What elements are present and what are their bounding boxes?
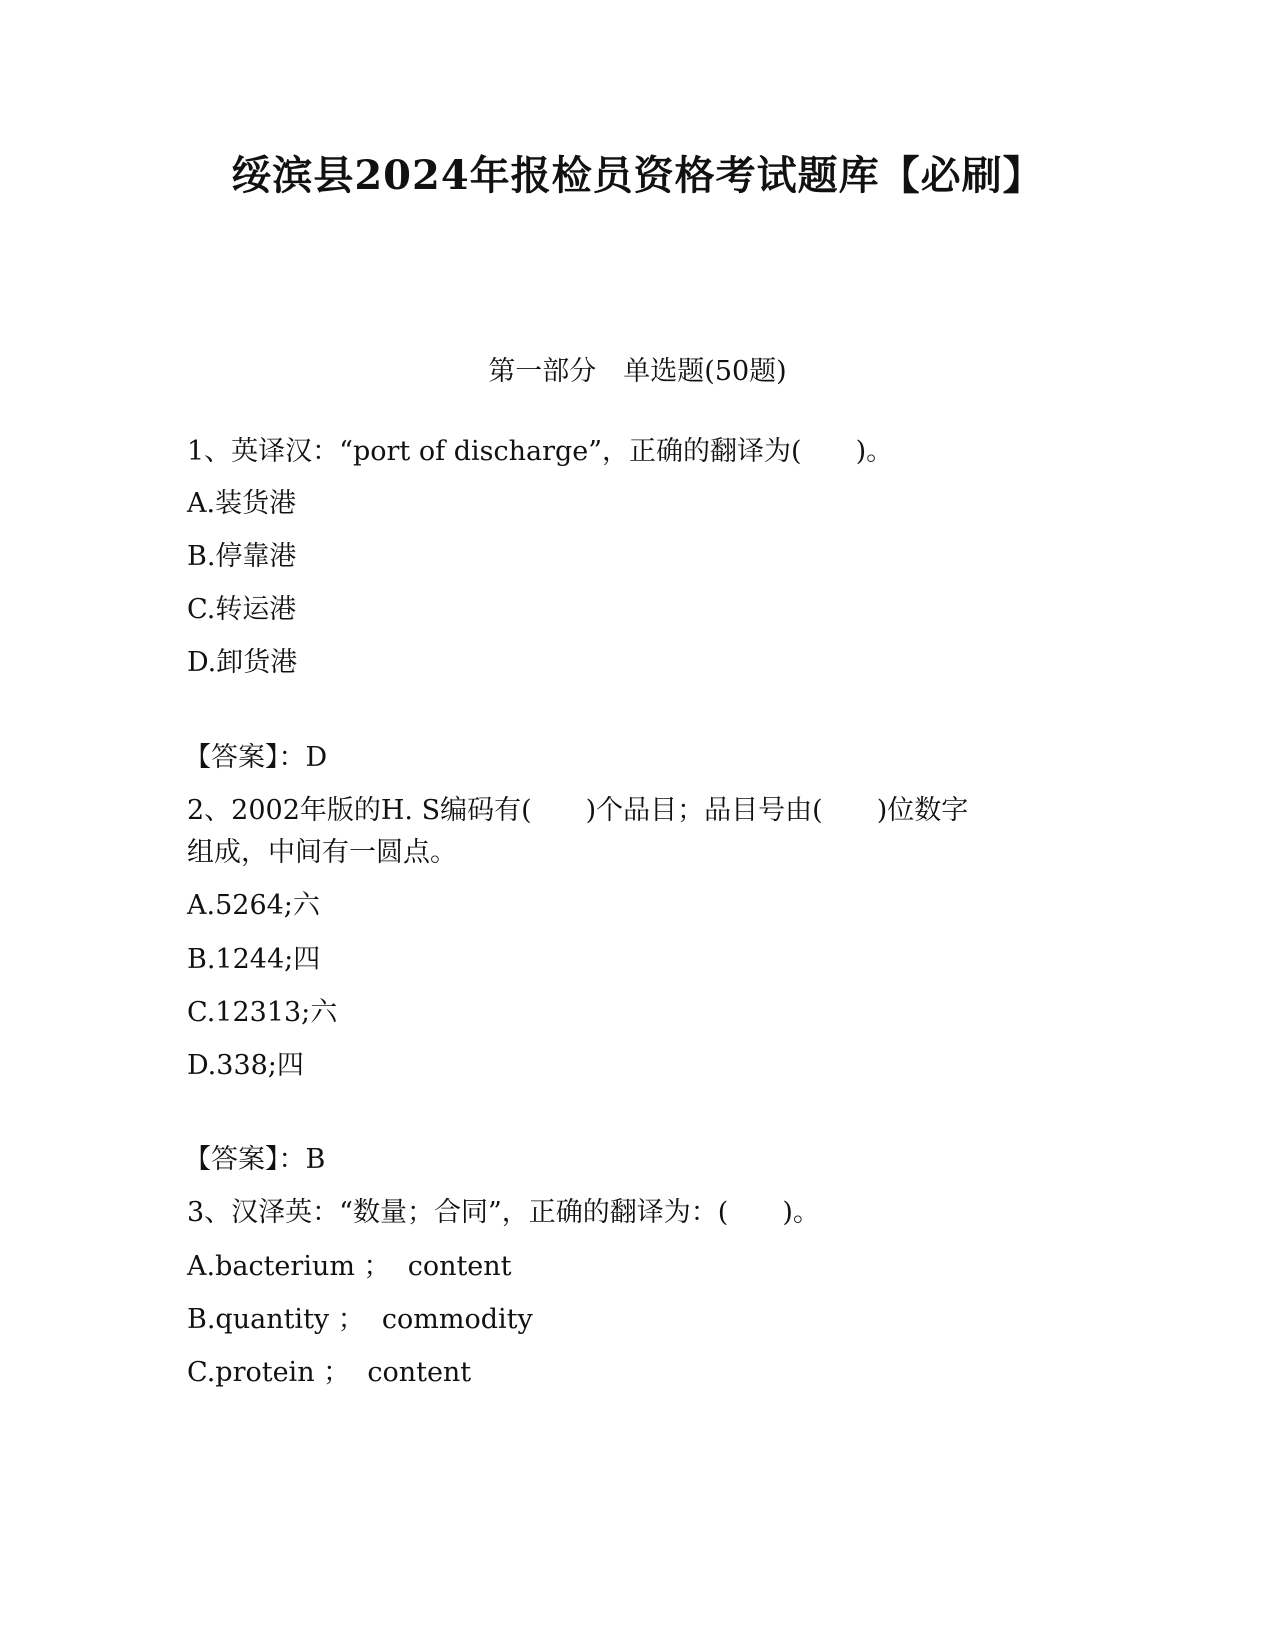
document-title: 绥滨县2024年报检员资格考试题库【必刷】 bbox=[231, 152, 1044, 199]
question-3-stem: 3、汉泽英：“数量；合同”，正确的翻译为：( )。 bbox=[187, 1197, 820, 1228]
question-3-option-b: B.quantity ； commodity bbox=[187, 1304, 533, 1335]
question-1-option-a: A.装货港 bbox=[187, 488, 297, 519]
question-1-option-b: B.停靠港 bbox=[187, 541, 297, 572]
question-1-option-d: D.卸货港 bbox=[187, 647, 298, 678]
question-2-option-b: B.1244;四 bbox=[187, 944, 321, 975]
question-2-option-c: C.12313;六 bbox=[187, 997, 338, 1028]
question-3-option-c: C.protein ； content bbox=[187, 1357, 472, 1388]
question-2-option-a: A.5264;六 bbox=[187, 890, 320, 921]
question-2-stem-line2: 组成，中间有一圆点。 bbox=[187, 837, 457, 868]
question-2-answer: 【答案】：B bbox=[184, 1144, 326, 1175]
question-1-option-c: C.转运港 bbox=[187, 594, 297, 625]
question-1-answer: 【答案】：D bbox=[184, 742, 328, 773]
question-2-stem-line1: 2、2002年版的H. S编码有( )个品目；品目号由( )位数字 bbox=[187, 795, 969, 826]
question-3-option-a: A.bacterium ； content bbox=[187, 1251, 512, 1282]
question-2-option-d: D.338;四 bbox=[187, 1050, 304, 1081]
question-1-stem: 1、英译汉：“port of discharge”，正确的翻译为( )。 bbox=[187, 436, 894, 467]
section-heading: 第一部分 单选题(50题) bbox=[488, 356, 787, 387]
